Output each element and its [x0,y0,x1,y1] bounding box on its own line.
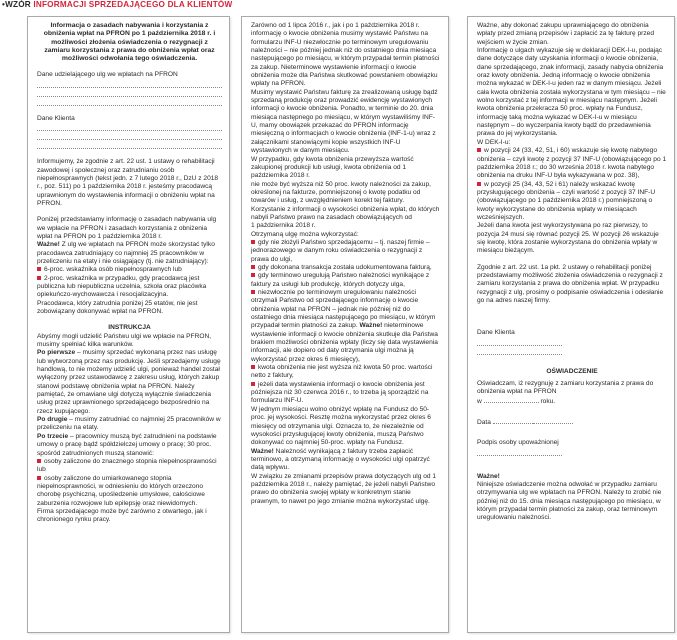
bullet-item: gdy dokonana transakcja została udokumentowana fakturą, [251,264,441,272]
condition-third [37,433,222,458]
info-column-1 [27,16,230,633]
date-field-2[interactable] [533,418,573,424]
paragraph: W związku ze zmianami przepisów prawa dotyczących ulg od 1 października 2018 r., należy pamiętać, że jeżeli nabyli Państwo prawo do obniżenia swojej wpłaty w konkretnym stanie prawnym, to nawet po jego zmianie można wykorzystać ulgę. [251,472,437,505]
important-paragraph [251,448,441,473]
condition-first-label: Po pierwsze [37,349,76,357]
date-label: Data [477,419,491,427]
paragraph: W DEK-I-u: [477,138,511,146]
document-header [2,0,232,12]
seller-data-line-2[interactable] [37,89,222,97]
important-label: Ważne! [37,241,60,249]
paragraph: Zgodnie z art. 22 ust. 1a pkt. 2 ustawy o rehabilitacji poniżej przedstawiamy możliwość złożenia oświadczenia o rezygnacji z zamiaru korzystania z prawa do obniżenia wpłat. W przypadku rezygnacji z ulg, prosimy o podpisanie oświadczenia i odesłanie go na adres naszej firmy. [477,263,664,304]
condition-second-label: Po drugie [37,416,68,424]
seller-data-label: Dane udzielającego ulg we wpłatach na PFRON [37,71,178,79]
date-row [477,418,667,427]
intro-paragraph: Informujemy, że zgodnie z art. 22 ust. 1 ustawy o rehabilitacji zawodowej i społecznej oraz zatrudnianiu osób niepełnosprawnych (tekst jedn. z 7 lutego 2018 r., DzU z 2018 r., poz. 511) po 1 października 2018 r. jesteśmy pracodawcą uprawnionym do wystawienia informacji o obniżeniu wpłat na PFRON. [37,158,219,207]
signature-line[interactable] [477,448,562,456]
client-data-line-3[interactable] [37,141,222,149]
client-data-line-2[interactable] [37,132,222,140]
bullet-item: 2-proc. wskaźnika w przypadku, gdy pracodawcą jest publiczna lub niepubliczna uczelnia, szkoła oraz placówka opiekuńczo-wychowawcza i resocjalizacyjna. [37,275,222,300]
important-paragraph [37,241,222,266]
bullet-item: 6-proc. wskaźnika osób niepełnosprawnych lub [37,266,222,274]
paragraph: nie może być wyższa niż 50 proc. kwoty należności za zakup, określonej na fakturze, pomniejszonej o kwotę podatku od towarów i usług, z uwzględnieniem korekt tej faktury. [251,180,431,205]
condition-third-label: Po trzecie [37,432,69,440]
info-column-2 [241,16,449,633]
signature-label: Podpis osoby upoważnionej [477,439,559,447]
paragraph: Jeżeli dana kwota jest wykorzystywana po raz pierwszy, to pozycja 24 musi się równać pozycji 25. W pozycji 26 wskazuje się kwotę, która zostanie wykorzystana do obniżenia wpłaty w miesiącu bieżącym. [477,222,659,255]
header-prefix: •WZÓR [2,0,31,9]
bullet-text: nieterminowe wystawienie informacji o kwocie obniżenia skutkuje dla Państwa brakiem możliwości obniżenia wpłaty (liczy się data wystawienia informacji, ale dopiero od daty otrzymania ulgi można ją wykorzystać przez okres 6 miesięcy), [251,322,438,363]
client-data-label: Dane Klienta [37,114,75,122]
condition-first-text: – musimy sprzedać wykonaną przez nas usługę lub wytworzoną przez nas produkcję. Jeśli sprzedajemy usługę handlową, to nie możemy udzielić ulgi, ponieważ handel został wyłączony przez ustawodawcę z zakresu usług, których zakup stanowi podstawę obniżenia wpłat na PFRON. Należy pamiętać, że omawiane ulgi dotyczą wyłącznie świadczenia usług przez uprawnionego sprzedającego bezpośrednio na rzecz kupującego. [37,349,221,415]
condition-second [37,416,222,433]
seller-data-line-3[interactable] [37,98,222,106]
bullet-text: niezwłocznie po terminowym uregulowaniu należności otrzymali Państwo od sprzedającego informację o kwocie obniżenia wpłat na PFRON – jednak nie później niż do ostatniego dnia miesiąca następującego po miesiącu, w którym przypadał termin płatności za zakup. [251,289,436,330]
seller-data-line-1[interactable] [37,80,222,88]
bullet-item: osoby zaliczone do umiarkowanego stopnia niepełnosprawności, w odniesieniu do których orzeczono chorobę psychiczną, upośledzenie umysłowe, całościowe zaburzenia rozwojowe lub epilepsję oraz niewidomych. [37,475,222,508]
important-label: Ważne! [359,322,383,330]
bullet-item [251,289,441,364]
important-label [477,473,667,481]
statement-text: Oświadczam, iż rezygnuję z zamiaru korzystania z prawa do obniżenia wpłat na PFRON [477,380,654,396]
statement-year-label: roku. [540,397,556,405]
info-column-3 [467,16,675,633]
important-label-text: Ważne! [477,472,500,480]
client-data-line-1[interactable] [37,123,222,131]
paragraph: Informację o ulgach wykazuje się w deklaracji DEK-I-u, podając dane dotyczące daty uzyskania informacji o kwocie obniżenia, dane sprzedającego, znak informacji, zasady nabycia obniżenia oraz kwoty obniżenia. Jedną informację o kwocie obniżenia można wykazać w DEK-I-u jeden raz w danym miesiącu. Jeżeli cała kwota obniżenia została wykorzystana w tym miesiącu – nie wolno korzystać z tej informacji w miesiącu następnym. Jeżeli kwota obniżenia przekracza 50 proc. wpłaty na Fundusz, informację taką można wykazać w DEK-I-u w miesiącu następnym – do wyczerpania kwoty bądź do przedawnienia prawa do jej wykorzystania. [477,47,666,138]
paragraph: Otrzymaną ulgę można wykorzystać: [251,230,359,238]
paragraph: 1 października 2018 r. [251,222,316,230]
instruction-heading: INSTRUKCJA [108,324,151,332]
paragraph: Zarówno od 1 lipca 2016 r., jak i po 1 października 2018 r. informację o kwocie obniżenia musimy wystawić Państwu na formularzu INF-U niezwłocznie po terminowym uregulowaniu należności – nie później jednak niż do ostatniego dnia miesiąca następującego po miesiącu, w którym przypadał termin płatności za zakup. Nieterminowe wystawienie informacji o kwocie obniżenia może dla Państwa skutkować powstaniem obowiązku wpłaty na PFRON. [251,22,440,88]
rules-paragraph: Poniżej przedstawiamy informację o zasadach nabywania ulg we wpłacie na PFRON i zasadach korzystania z obniżenia wpłat na PFRON po 1 października 2018 r. [37,216,217,240]
header-title: INFORMACJI SPRZEDAJĄCEGO DLA KLIENTÓW [33,0,233,9]
employer-note: Pracodawca, który zatrudnia poniżej 25 etatów, nie jest zobowiązany dokonywać wpłat na PFRON. [37,299,198,316]
condition-first [37,349,222,416]
condition-second-text: – musimy zatrudniać co najmniej 25 pracowników w przeliczeniu na etaty. [37,416,221,432]
statement-year-row [477,397,667,406]
important-label: Ważne! [251,447,274,455]
form-title: Informacja o zasadach nabywania i korzystania z obniżenia wpłat na PFRON po 1 października 2018 r. i możliwości złożenia oświadczenia o rezygnacji z zamiaru korzystania z prawa do obniżenia wpłat oraz możliwości odwołania tego oświadczenia. [43,22,216,63]
bullet-item: osoby zaliczone do znacznego stopnia niepełnosprawności lub [37,458,222,475]
important-text: Należność wynikającą z faktury trzeba zapłacić terminowo, a otrzymaną informację o wysokości ulgi opatrzyć datą wpływu. [251,447,430,472]
date-field[interactable] [493,418,533,424]
year-field[interactable] [484,397,539,403]
paragraph: W przypadku, gdy kwota obniżenia przewyższa wartość zakupionej produkcji lub usługi, kwota obniżenia od 1 października 2018 r. [251,155,414,180]
bullet-item: w pozycji 25 (34, 43, 52 i 61) należy wskazać kwotę przysługującego obniżenia – czyli wartość z pozycji 37 INF-U (obowiązującego po 1 października 2018 r.) pomniejszoną o kwoty wykorzystane do obniżenia wpłaty w miesiącach wcześniejszych. [477,181,667,223]
paragraph: Musimy wystawić Państwu fakturę za zrealizowaną usługę bądź sprzedaną produkcję oraz prowadzić ewidencję wystawionych informacji o kwocie obniżenia. Ponadto, w terminie do 20. dnia miesiąca następnego po miesiącu, w którym wystawiliśmy INF-U, mamy obowiązek przekazać do PFRON informację miesięczną o informacjach o kwocie obniżenia (INF-1-u) wraz z załącznikami stanowiącymi kopie wszystkich INF-U wystawionych w danym miesiącu. [251,88,438,155]
closing-paragraph: Firma sprzedającego może być zarówno z otwartego, jak i chronionego rynku pracy. [37,507,207,524]
bullet-item: kwota obniżenia nie jest wyższa niż kwota 50 proc. wartości netto z faktury, [251,364,441,381]
client-data-label: Dane Klienta [477,329,515,337]
statement-w: w [477,397,482,405]
paragraph: W jednym miesiącu wolno obniżyć wpłatę na Fundusz do 50-proc. jej wysokości. Resztę można wykorzystać przez okres 6 miesięcy od otrzymania ulgi. Oznacza to, że niezależnie od wysokości przysługującej kwoty obniżenia, muszą Państwo dokonywać co najmniej 50-proc. wpłaty na Fundusz. [251,405,431,447]
client-data-line-1[interactable] [477,338,562,346]
paragraph: Ważne, aby dokonać zakupu uprawniającego do obniżenia wpłaty przed zmianą przepisów i zapłacić za tę fakturę przed wejściem w życie zmian. [477,22,655,46]
instruction-intro: Abyśmy mogli udzielić Państwu ulgi we wpłacie na PFRON, musimy spełniać kilka warunków. [37,332,212,349]
paragraph: Korzystanie z informacji o wysokości obniżenia wpłat, do których nabyli Państwo prawo na zasadach obowiązujących od [251,205,440,221]
bullet-item: gdy terminowo uregulują Państwo należności wynikające z faktury za usługi lub produkcję, których dotyczy ulga, [251,272,441,289]
bullet-item: w pozycji 24 (33, 42, 51, i 60) wskazuje się kwotę nabytego obniżenia – czyli kwotę z pozycji 37 INF-U (obowiązującego po 1 października 2018 r.; do 30 września 2018 r. kwota nabytego obniżenia na druku INF-U była wykazywana w poz. 38), [477,147,667,180]
bullet-item: jeżeli data wystawienia informacji o kwocie obniżenia jest późniejsza niż 30 czerwca 2016 r., to trzeba ją sporządzić na formularzu INF-U. [251,381,441,406]
condition-third-text: – pracownicy muszą być zatrudnieni na podstawie umowy o pracę bądź spółdzielczej umowy o pracę; 30 proc. spośród zatrudnionych muszą stanowić: [37,432,217,457]
important-text: Niniejsze oświadczenie można odwołać w przypadku zamiaru otrzymywania ulg we wpłatach na PFRON. Należy to zrobić nie później niż do 15. dnia miesiąca następującego po miesiącu, w którym przypadał termin płatności za zakup, oraz terminowym uregulowaniu należności. [477,481,662,522]
bullet-item: gdy nie złożyli Państwo sprzedającemu – tj. naszej firmie – jednorazowego w danym roku oświadczenia o rezygnacji z prawa do ulgi, [251,239,441,264]
statement-heading: OŚWIADCZENIE [546,367,598,375]
important-text: Z ulg we wpłatach na PFRON może skorzystać tylko pracodawca zatrudniający co najmniej 25 pracowników w przeliczeniu na etaty i nie osiągający (tj. nie zatrudniający): [37,241,215,265]
client-data-line-2[interactable] [477,347,562,355]
